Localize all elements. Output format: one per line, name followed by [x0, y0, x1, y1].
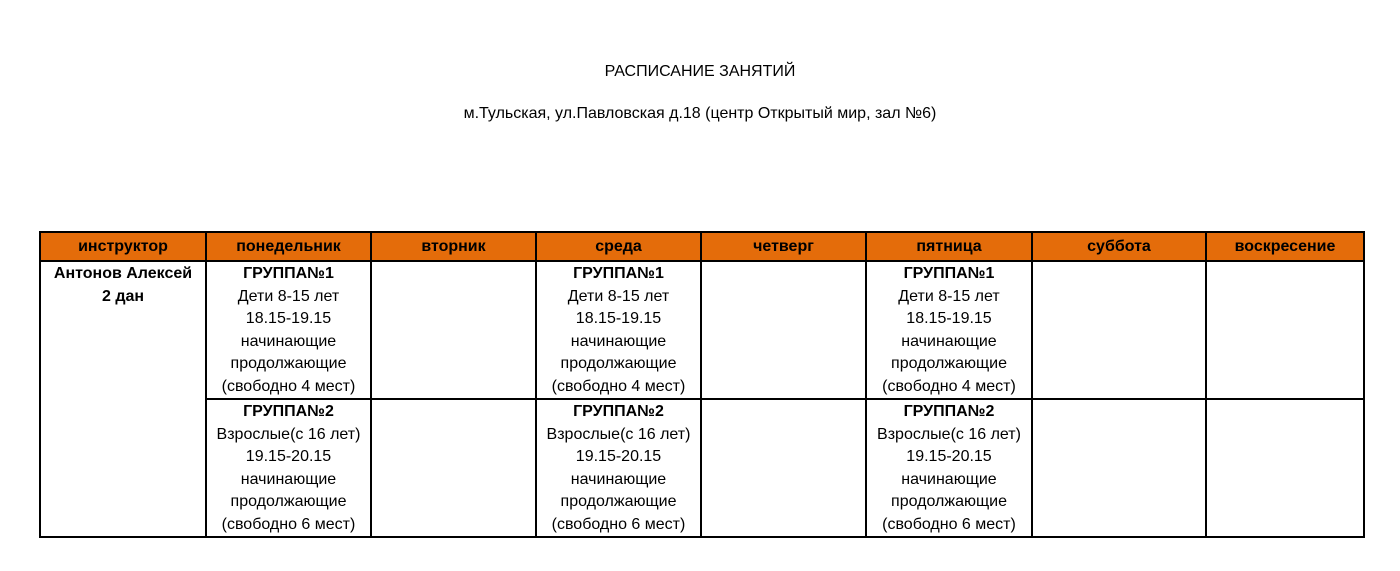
friday-group1-cell [866, 261, 1032, 399]
saturday-group1-cell [1032, 261, 1206, 399]
group-title: ГРУППА№1 [243, 265, 334, 282]
column-header-tuesday: вторник [371, 232, 536, 261]
group-age: Взрослые(с 16 лет) [877, 425, 1021, 443]
group-time: 19.15-20.15 [906, 448, 992, 465]
sunday-group1-cell [1206, 261, 1364, 399]
tuesday-group2-cell [371, 399, 536, 537]
group-title: ГРУППА№2 [243, 403, 334, 420]
instructor-name: Антонов Алексей [53, 265, 193, 282]
address-subtitle: м.Тульская, ул.Павловская д.18 (центр Открытый мир, зал №6) [463, 105, 937, 122]
group-level-beginner: начинающие [570, 332, 667, 350]
group-age: Дети 8-15 лет [237, 287, 340, 305]
friday-group2-cell [866, 399, 1032, 537]
monday-group2-cell [206, 399, 371, 537]
column-header-friday: пятница [866, 232, 1032, 261]
group-title: ГРУППА№2 [903, 403, 995, 420]
group-title: ГРУППА№2 [573, 403, 664, 420]
group-age: Дети 8-15 лет [898, 287, 1000, 305]
group-level-continuing: продолжающие [230, 355, 347, 372]
group-age: Взрослые(с 16 лет) [216, 425, 361, 443]
group-level-continuing: продолжающие [891, 355, 1007, 372]
column-header-thursday: четверг [701, 232, 866, 261]
table-row [40, 261, 1364, 399]
group-free-spots: (свободно 4 мест) [221, 377, 356, 395]
group-time: 18.15-19.15 [906, 310, 992, 327]
group-free-spots: (свободно 4 мест) [551, 377, 686, 395]
instructor-cell [40, 261, 206, 537]
monday-group1-cell [206, 261, 371, 399]
table-row [40, 399, 1364, 537]
column-header-instructor: инструктор [40, 232, 206, 261]
group-free-spots: (свободно 6 мест) [551, 515, 686, 533]
group-level-beginner: начинающие [901, 332, 997, 350]
wednesday-group2-cell [536, 399, 701, 537]
group-level-beginner: начинающие [240, 332, 337, 350]
group-time: 18.15-19.15 [575, 310, 662, 327]
group-title: ГРУППА№1 [573, 265, 664, 282]
group-level-continuing: продолжающие [560, 493, 677, 510]
group-level-continuing: продолжающие [230, 493, 347, 510]
group-level-continuing: продолжающие [891, 493, 1007, 510]
schedule-table [39, 231, 1365, 538]
group-level-beginner: начинающие [570, 470, 667, 488]
group-time: 18.15-19.15 [245, 310, 332, 327]
page-title: РАСПИСАНИЕ ЗАНЯТИЙ [604, 63, 796, 80]
group-age: Взрослые(с 16 лет) [546, 425, 691, 443]
thursday-group2-cell [701, 399, 866, 537]
wednesday-group1-cell [536, 261, 701, 399]
saturday-group2-cell [1032, 399, 1206, 537]
group-title: ГРУППА№1 [903, 265, 995, 282]
group-free-spots: (свободно 6 мест) [882, 515, 1016, 533]
group-level-continuing: продолжающие [560, 355, 677, 372]
tuesday-group1-cell [371, 261, 536, 399]
group-level-beginner: начинающие [901, 470, 997, 488]
group-age: Дети 8-15 лет [567, 287, 670, 305]
group-level-beginner: начинающие [240, 470, 337, 488]
instructor-rank: 2 дан [101, 287, 145, 305]
group-free-spots: (свободно 6 мест) [221, 515, 356, 533]
column-header-monday: понедельник [206, 232, 371, 261]
column-header-saturday: суббота [1032, 232, 1206, 261]
column-header-sunday: воскресение [1206, 232, 1364, 261]
group-time: 19.15-20.15 [245, 448, 332, 465]
thursday-group1-cell [701, 261, 866, 399]
group-free-spots: (свободно 4 мест) [882, 377, 1016, 395]
column-header-wednesday: среда [536, 232, 701, 261]
group-time: 19.15-20.15 [575, 448, 662, 465]
header-row [40, 232, 1364, 261]
sunday-group2-cell [1206, 399, 1364, 537]
